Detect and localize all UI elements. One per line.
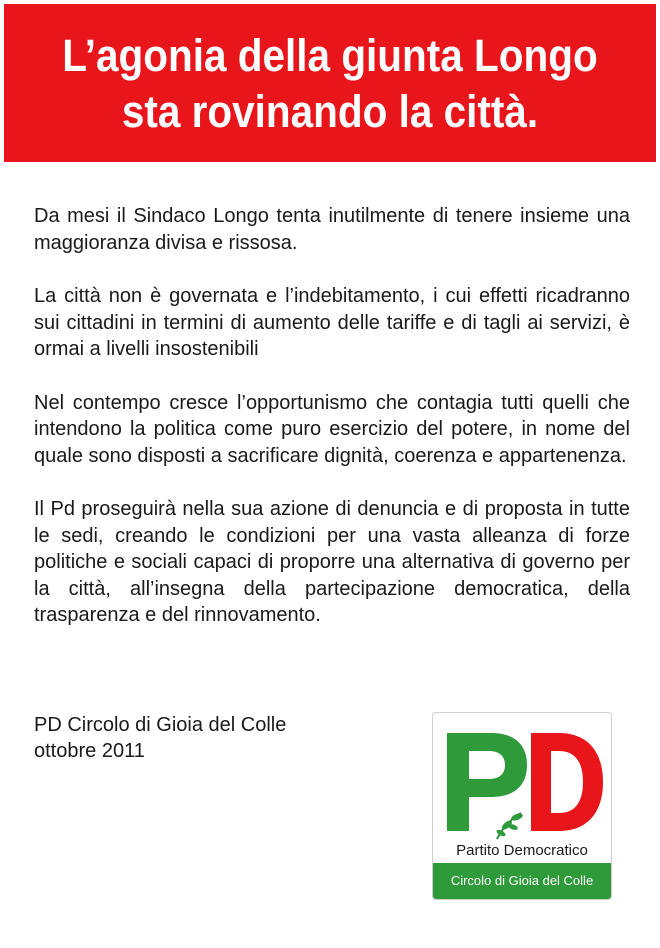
headline-line-1: L’agonia della giunta Longo: [62, 30, 598, 81]
headline-line-2: sta rovinando la città.: [121, 86, 539, 137]
paragraph-3: Nel contempo cresce l’opportunismo che contagia tutti quelli che intendono la politica come puro esercizio del potere, in nome del quale sono disposti a sacrificare dignità, coerenza e appartenenza.: [34, 391, 630, 467]
logo-circle-band: Circolo di Gioia del Colle: [433, 863, 611, 899]
pd-logo: [432, 712, 612, 900]
paragraph-1: Da mesi il Sindaco Longo tenta inutilmente di tenere insieme una maggioranza divisa e rissosa.: [34, 205, 630, 254]
paragraph-4: Il Pd proseguirà nella sua azione di denuncia e di proposta in tutte le sedi, creando le condizioni per una vasta alleanza di forze politiche e sociali capaci di proporre una alternativa di governo per la città, all’insegna della partecipazione democratica, della trasparenza e del rinnovamento.: [34, 498, 630, 626]
logo-party-name: Partito Democratico: [456, 842, 588, 859]
logo-letter-d: [531, 733, 603, 831]
signature-organization: PD Circolo di Gioia del Colle: [34, 714, 287, 736]
signature-date: ottobre 2011: [34, 740, 145, 762]
paragraph-2: La città non è governata e l’indebitamento, i cui effetti ricadranno sui cittadini in termini di aumento delle tariffe e di tagli ai servizi, è ormai a livelli insostenibili: [34, 285, 630, 360]
headline-banner: [4, 4, 656, 162]
body-text: [34, 203, 630, 656]
signature: [34, 712, 286, 764]
